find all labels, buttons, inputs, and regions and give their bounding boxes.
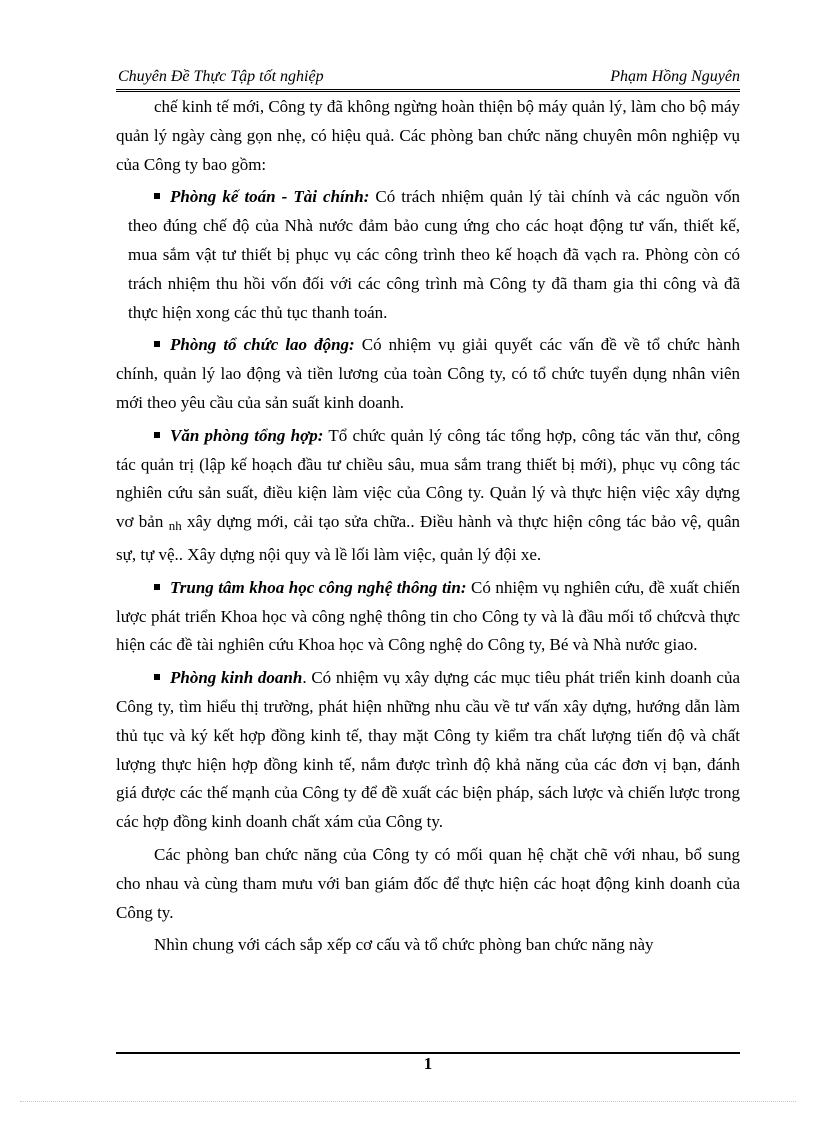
- item-text: Tổ chức quản lý công tác tổng hợp, công tác văn thư, công tác quản trị (lập kế hoạch đầu tư chiều sâu, mua sắm trang thiết bị mới), phục vụ công tác nghiên cứu sản suất, điều kiện làm việc của Công ty. Quản lý và thực hiện việc xây dựng vơ bản: [116, 425, 740, 532]
- item-text: Có trách nhiệm quản lý tài chính và các nguồn vốn theo đúng chế độ của Nhà nước đảm bảo cung ứng cho các hoạt động tư vấn, thiết kế, mua sắm vật tư thiết bị phục vụ các công trình theo kế hoạch đã vạch ra. Phòng còn có trách nhiệm thu hồi vốn đối với các công trình mà Công ty đã tham gia thi công và đã thực hiện xong các thủ tục thanh toán.: [128, 187, 740, 322]
- item-small-text: nh: [168, 518, 182, 534]
- item-term: Phòng kế toán - Tài chính:: [170, 187, 370, 207]
- page-bottom-divider: [20, 1101, 796, 1102]
- page-header: [116, 64, 740, 90]
- item-text: Có nhiệm vụ giải quyết các vấn đề về tổ chức hành chính, quản lý lao động và tiền lương của toàn Công ty, có tổ chức tuyển dụng nhân viên mới theo yêu cầu của sản suất kinh doanh.: [116, 335, 740, 412]
- square-bullet-icon: [154, 674, 160, 680]
- list-item-accounting: [116, 183, 740, 327]
- item-term: Phòng tổ chức lao động:: [170, 335, 355, 355]
- square-bullet-icon: [154, 193, 160, 199]
- item-term: Phòng kinh doanh: [170, 668, 303, 688]
- square-bullet-icon: [154, 584, 160, 590]
- page-number: 1: [423, 1054, 433, 1073]
- intro-paragraph: chế kinh tế mới, Công ty đã không ngừng hoàn thiện bộ máy quản lý, làm cho bộ máy quản lý ngày càng gọn nhẹ, có hiệu quả. Các phòng ban chức năng chuyên môn nghiệp vụ của Công ty bao gồm:: [116, 97, 740, 174]
- square-bullet-icon: [154, 341, 160, 347]
- relations-paragraph: Các phòng ban chức năng của Công ty có mối quan hệ chặt chẽ với nhau, bổ sung cho nhau và cùng tham mưu với ban giám đốc để thực hiện các hoạt động kinh doanh của Công ty.: [116, 844, 740, 922]
- list-item-business: [116, 664, 740, 837]
- item-text: Có nhiệm vụ nghiên cứu, đề xuất chiến lược phát triển Khoa học và công nghệ thông tin cho Công ty và là đầu mối tổ chứcvà thực hiện các đề tài nghiên cứu Khoa học và Công nghệ do Công ty, Bé và Nhà nước giao.: [116, 577, 740, 655]
- item-term: Văn phòng tổng hợp:: [170, 425, 324, 445]
- header-title: Chuyên Đề Thực Tập tốt nghiệp: [118, 68, 324, 85]
- header-author: Phạm Hồng Nguyên: [610, 68, 740, 85]
- item-text: . Có nhiệm vụ xây dựng các mục tiêu phát triển kinh doanh của Công ty, tìm hiểu thị trường, phát hiện những nhu cầu về tư vấn xây dựng, hướng dẫn làm thủ tục và ký kết hợp đồng kinh tế, thay mặt Công ty kiểm tra chất lượng tiến độ và chất lượng thực hiện hợp đồng kinh tế, nắm được trình độ khả năng của các đơn vị bạn, đánh giá được các thế mạnh của Công ty để đề xuất các biện pháp, sách lược và chiến lược trong các hợp đồng kinh doanh chất xám của Công ty.: [116, 668, 740, 832]
- list-item-organization: [116, 331, 740, 417]
- header-rule: [116, 89, 740, 92]
- item-text-continued: xây dựng mới, cải tạo sửa chữa.. Điều hành và thực hiện công tác bảo vệ, quân sự, tự vệ.. Xây dựng nội quy và lề lối làm việc, quản lý đội xe.: [116, 512, 740, 564]
- closing-paragraph: Nhìn chung với cách sắp xếp cơ cấu và tổ chức phòng ban chức năng này: [154, 935, 654, 955]
- item-term: Trung tâm khoa học công nghệ thông tin:: [170, 577, 467, 597]
- list-item-it-center: [116, 574, 740, 660]
- list-item-general-office: [116, 422, 740, 570]
- document-body: [116, 93, 740, 964]
- square-bullet-icon: [154, 432, 160, 438]
